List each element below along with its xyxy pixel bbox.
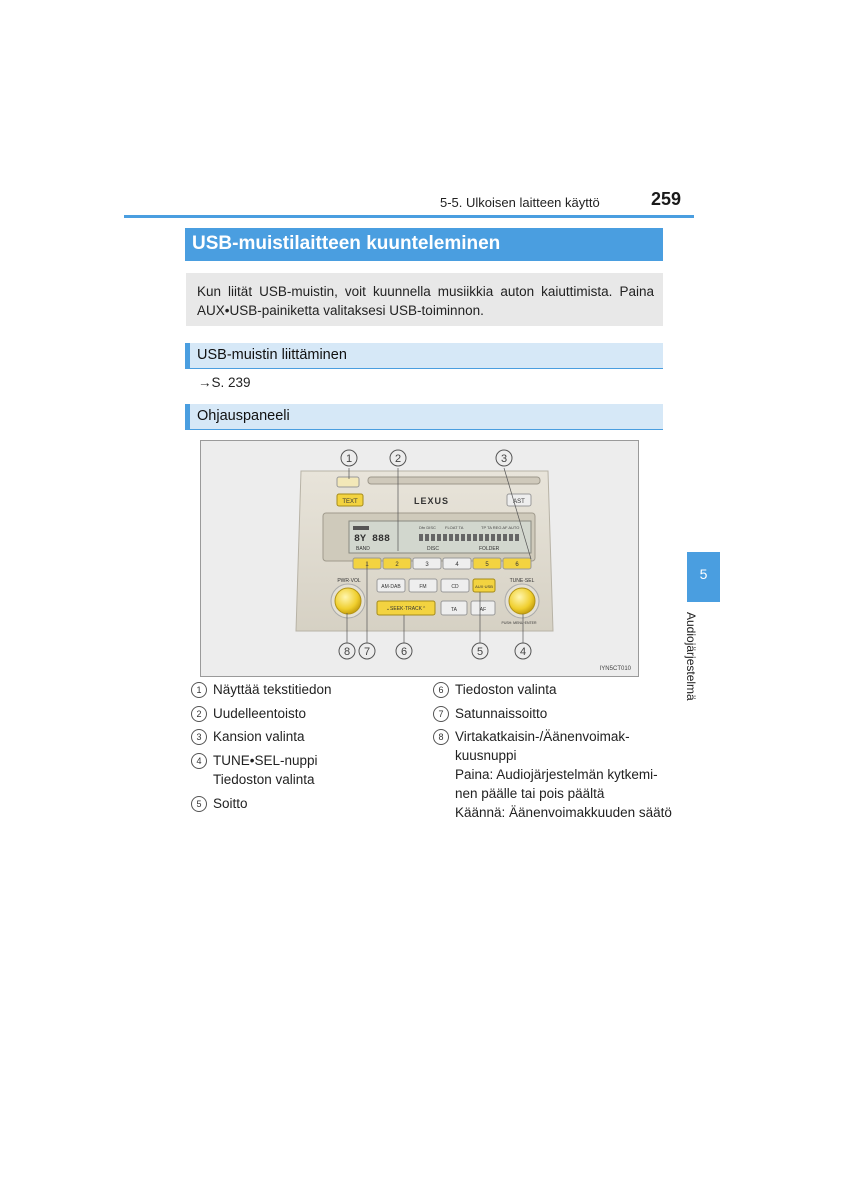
callout-number: 5 <box>191 796 207 812</box>
legend-text: kuusnuppi <box>455 748 517 763</box>
display-band: BAND <box>356 546 370 552</box>
ta-label: TA <box>450 607 458 613</box>
callout-number: 2 <box>191 706 207 722</box>
legend-text: Kansion valinta <box>213 729 305 744</box>
callout-number: 6 <box>433 682 449 698</box>
audio-unit-illustration <box>201 441 638 676</box>
disc-slot <box>368 477 540 484</box>
chapter-label <box>684 612 714 722</box>
heading-underline <box>185 368 663 369</box>
section-heading-text: Ohjauspaneeli <box>197 408 290 424</box>
legend-text: Soitto <box>213 796 248 811</box>
page-number: 259 <box>651 189 682 209</box>
legend-text: TUNE•SEL-nuppi <box>213 753 318 768</box>
callout-number: 3 <box>191 729 207 745</box>
title-bar <box>185 228 663 261</box>
callout-number: 7 <box>433 706 449 722</box>
chapter-label-text: Audiojärjestelmä <box>684 612 698 701</box>
display-flags: FLOAT TA <box>445 525 464 530</box>
callout-label-2: 2 <box>394 453 402 465</box>
heading-underline <box>185 429 663 430</box>
preset-label: 4 <box>455 562 459 568</box>
tune-sel-label: TUNE·SEL <box>509 578 535 584</box>
pwr-vol-knob <box>335 588 361 614</box>
callout-number: 1 <box>191 682 207 698</box>
text-button-label: TEXT <box>342 499 358 505</box>
cd-label: CD <box>451 584 459 590</box>
callout-label-5: 5 <box>476 646 484 658</box>
tune-sel-knob <box>509 588 535 614</box>
legend-text: nen päälle tai pois päältä <box>455 786 605 801</box>
legend-text: Tiedoston valinta <box>213 772 315 787</box>
display-status: TP TA REG AF AUTO <box>481 525 520 530</box>
preset-label: 1 <box>365 562 369 568</box>
brand-logo: LEXUS <box>414 496 450 506</box>
callout-label-4: 4 <box>519 646 527 658</box>
figure-code: IYN5CT010 <box>599 666 631 672</box>
heading-bar <box>185 343 190 369</box>
ast-label: AST <box>513 499 525 505</box>
page-reference: →S. 239 <box>198 375 251 390</box>
af-label: AF <box>479 607 487 613</box>
display-folder: FOLDER <box>479 546 500 552</box>
display-digits: 8Y 888 <box>354 534 391 545</box>
legend-text: Käännä: Äänenvoimakkuuden säätö <box>455 805 672 820</box>
section-heading-usb-connect <box>185 343 663 369</box>
preset-label: 2 <box>395 562 399 568</box>
callout-label-7: 7 <box>363 646 371 658</box>
fm-label: FM <box>419 584 427 590</box>
page-title: USB-muistilaitteen kuunteleminen <box>192 233 501 254</box>
callout-label-3: 3 <box>500 453 508 465</box>
callout-number: 4 <box>191 753 207 769</box>
callout-label-1: 1 <box>345 453 353 465</box>
callout-label-8: 8 <box>343 646 351 658</box>
aux-usb-label: AUX·USB <box>475 584 493 589</box>
legend-text: Paina: Audiojärjestelmän kytkemi- <box>455 767 658 782</box>
legend-text: Näyttää tekstitiedon <box>213 682 332 697</box>
chapter-number: 5 <box>699 566 708 582</box>
running-header-section: 5-5. Ulkoisen laitteen käyttö <box>440 195 600 210</box>
legend-text: Virtakatkaisin-/Äänenvoimak- <box>455 729 630 744</box>
push-label: PUSH: MENU·ENTER <box>501 621 537 625</box>
callout-number: 8 <box>433 729 449 745</box>
header-rule <box>124 215 694 218</box>
seek-track-label: ⌄SEEK·TRACK⌃ <box>385 606 427 612</box>
display-mode: Dfn DISC <box>419 525 436 530</box>
display-segments <box>419 534 519 541</box>
top-small-button <box>337 477 359 487</box>
intro-box <box>186 273 663 326</box>
preset-label: 3 <box>425 562 429 568</box>
preset-label: 5 <box>485 562 489 568</box>
control-panel-figure <box>200 440 639 677</box>
display-disc: DISC <box>427 546 439 552</box>
section-heading-control-panel <box>185 404 663 430</box>
legend-text: Uudelleentoisto <box>213 706 307 721</box>
display-indicator <box>353 526 369 530</box>
callout-label-6: 6 <box>400 646 408 658</box>
intro-text: Kun liität USB-muistin, voit kuunnella musiikkia auton kaiuttimista. Paina AUX•USB-painiketta valitaksesi USB-toiminnon. <box>197 284 654 318</box>
preset-label: 6 <box>515 562 519 568</box>
heading-bar <box>185 404 190 430</box>
pwr-vol-label: PWR·VOL <box>337 578 361 584</box>
chapter-tab <box>687 552 720 602</box>
legend-text: Tiedoston valinta <box>455 682 557 697</box>
am-dab-label: AM·DAB <box>381 584 401 590</box>
legend-text: Satunnaissoitto <box>455 706 548 721</box>
section-heading-text: USB-muistin liittäminen <box>197 347 347 363</box>
